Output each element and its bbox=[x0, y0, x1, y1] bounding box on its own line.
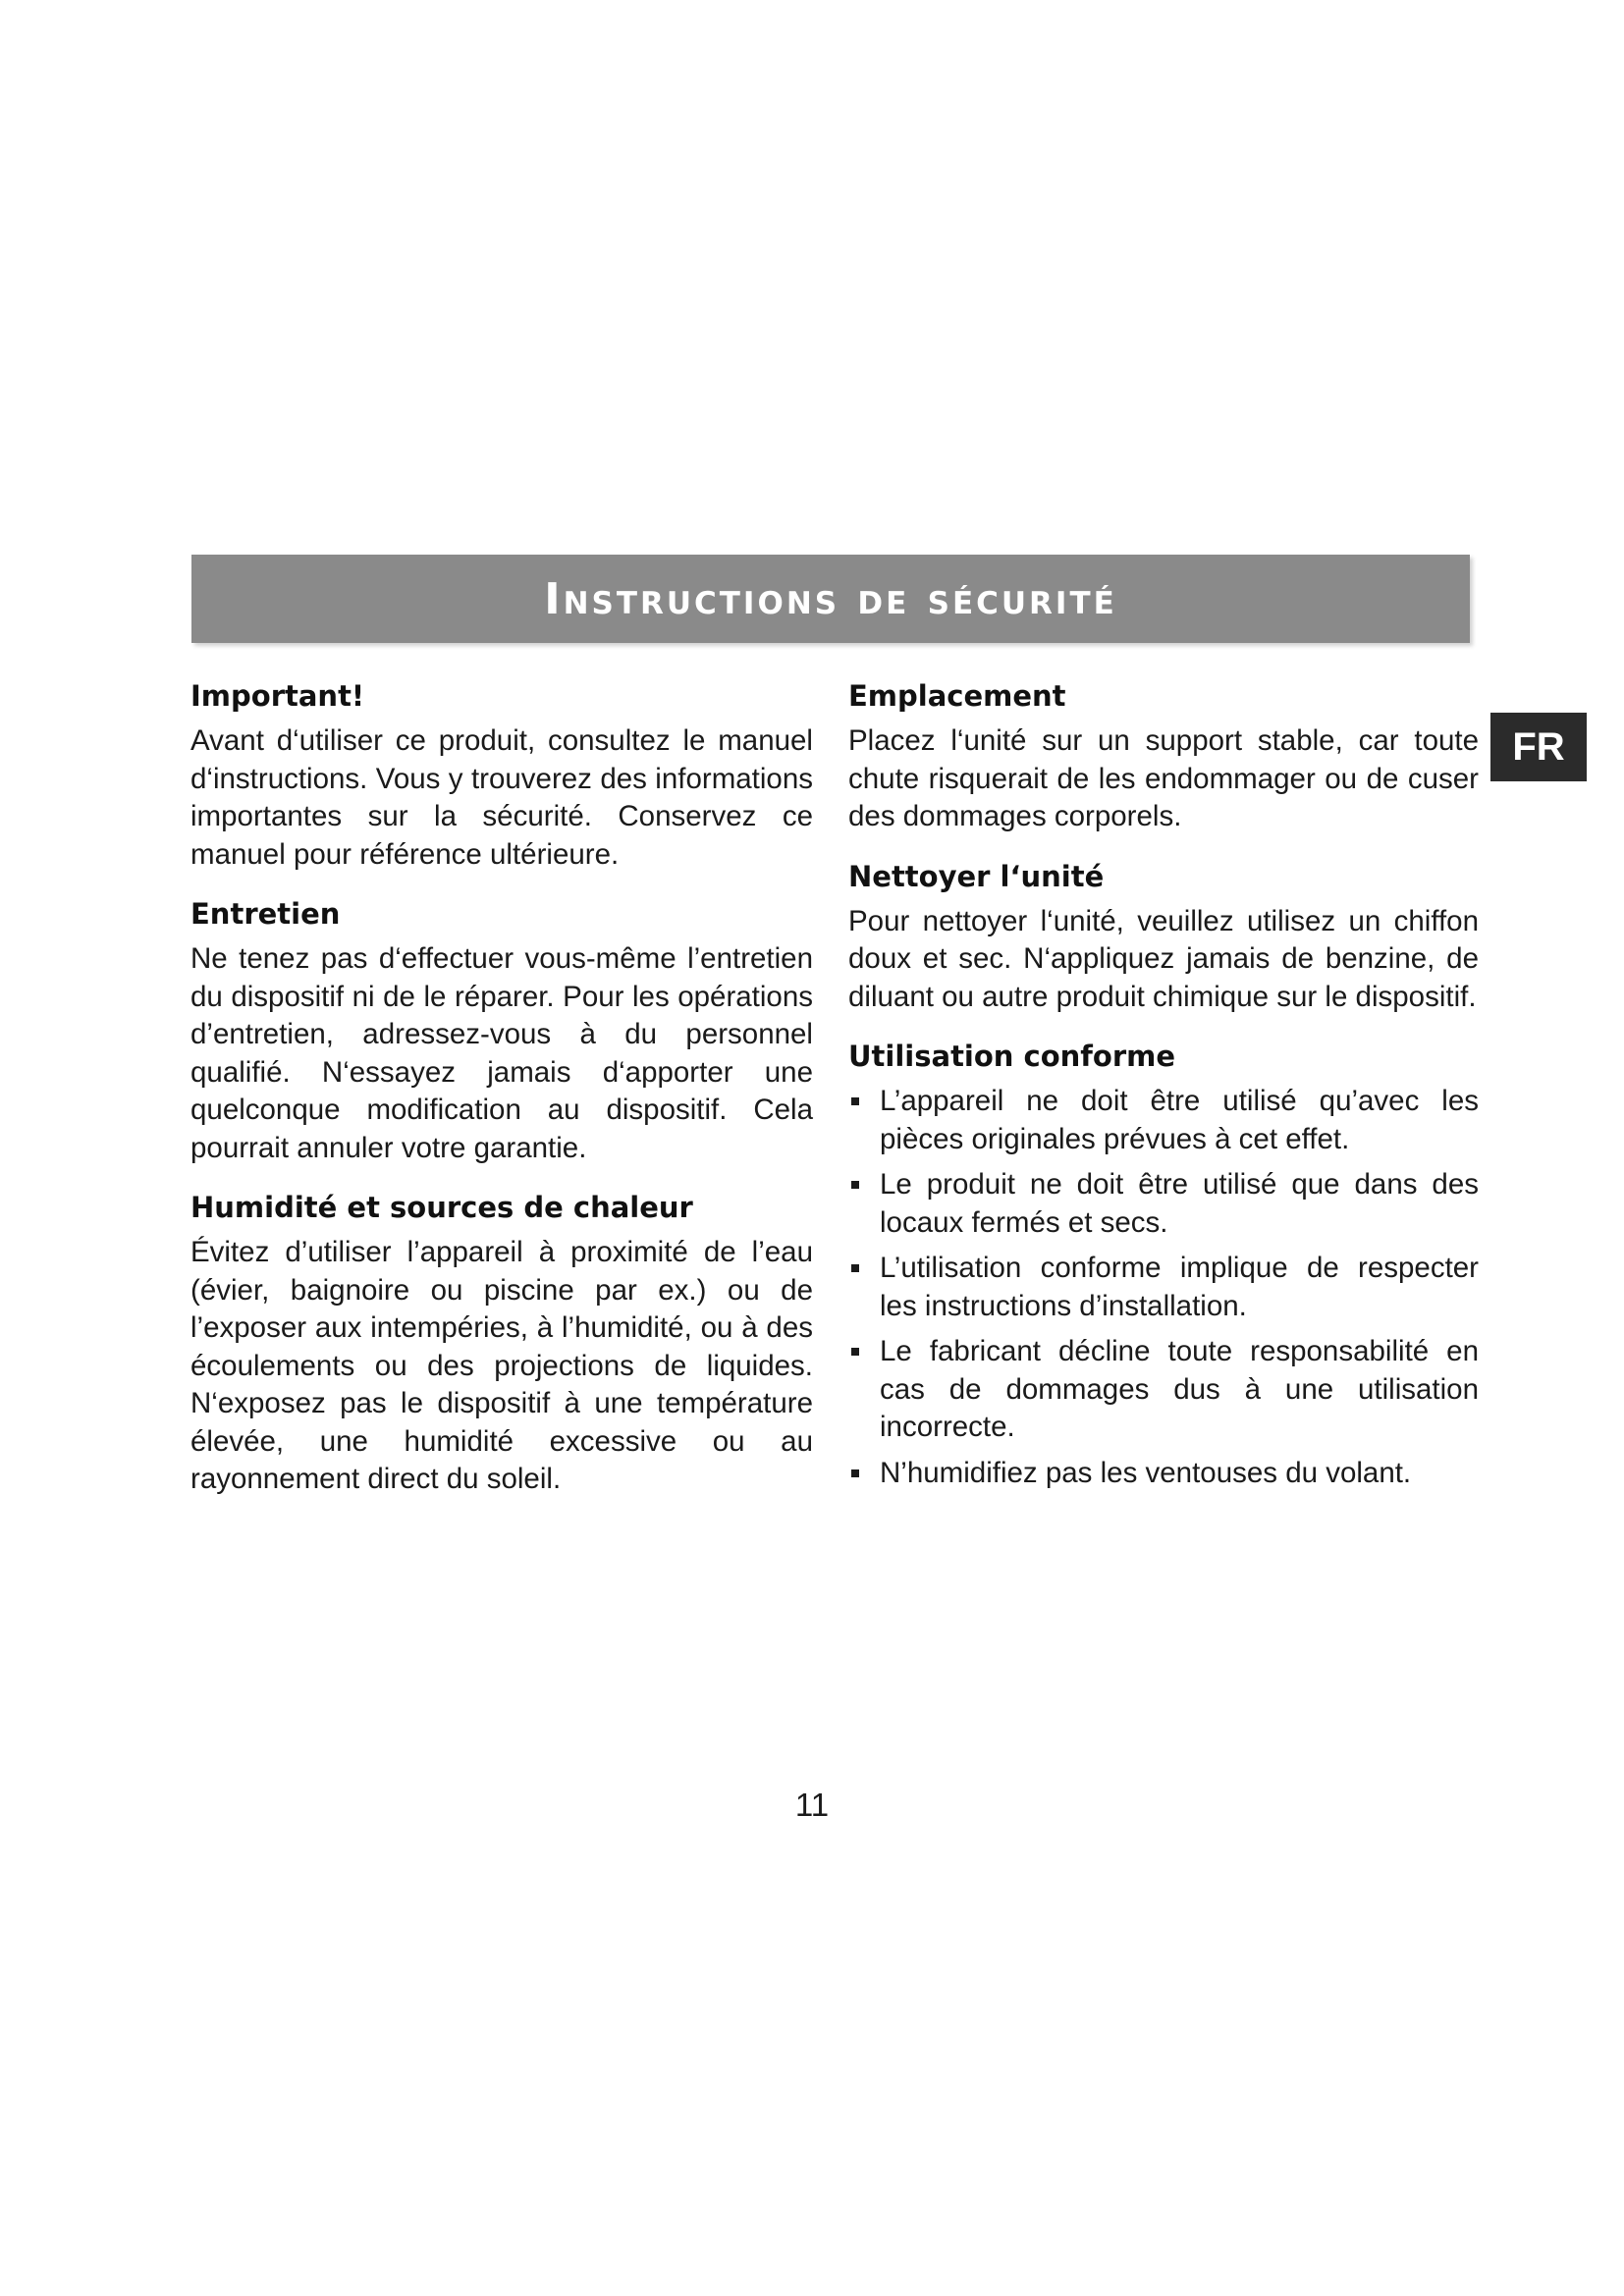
section-entretien bbox=[190, 895, 813, 1167]
section-title-banner bbox=[191, 555, 1470, 643]
section-important bbox=[190, 677, 813, 874]
section-heading: Important! bbox=[190, 679, 365, 713]
bullet-square-icon bbox=[851, 1264, 859, 1272]
bullet-list bbox=[848, 1083, 1479, 1492]
bullet-item bbox=[848, 1166, 1479, 1242]
language-label: FR bbox=[1512, 724, 1565, 769]
section-body: Évitez d’utiliser l’appareil à proximité de l’eau (évier, baignoire ou piscine par ex.) ou de l’exposer aux intempéries, à l’humidité, ou à des écoulements ou des projections de liquides. N‘exposez pas le dispositif à une température élevée, une humidité excessive ou au rayonnement direct du soleil. bbox=[190, 1236, 813, 1495]
bullet-text: Le produit ne doit être utilisé que dans des locaux fermés et secs. bbox=[880, 1168, 1479, 1239]
page-title: Instructions de sécurité bbox=[544, 573, 1117, 624]
section-heading: Nettoyer l‘unité bbox=[848, 859, 1105, 893]
section-heading: Humidité et sources de chaleur bbox=[190, 1191, 693, 1224]
right-column bbox=[848, 677, 1479, 1514]
bullet-text: L’utilisation conforme implique de respecter les instructions d’installation. bbox=[880, 1252, 1479, 1322]
bullet-text: Le fabricant décline toute responsabilité en cas de dommages dus à une utilisation incorrecte. bbox=[880, 1335, 1479, 1443]
page-number: 11 bbox=[794, 1787, 830, 1823]
language-tab bbox=[1490, 713, 1587, 781]
section-humidite bbox=[190, 1189, 813, 1499]
section-nettoyer bbox=[848, 858, 1479, 1017]
bullet-square-icon bbox=[851, 1348, 859, 1356]
section-body: Avant d‘utiliser ce produit, consultez le manuel d‘instructions. Vous y trouverez des informations importantes sur la sécurité. Conservez ce manuel pour référence ultérieure. bbox=[190, 724, 813, 871]
bullet-square-icon bbox=[851, 1097, 859, 1105]
section-body: Pour nettoyer l‘unité, veuillez utilisez un chiffon doux et sec. N‘appliquez jamais de benzine, de diluant ou autre produit chimique sur le dispositif. bbox=[848, 904, 1479, 1013]
bullet-square-icon bbox=[851, 1181, 859, 1189]
section-emplacement bbox=[848, 677, 1479, 836]
bullet-text: N’humidifiez pas les ventouses du volant. bbox=[880, 1456, 1412, 1489]
section-body: Ne tenez pas d‘effectuer vous-même l’entretien du dispositif ni de le réparer. Pour les opérations d’entretien, adressez-vous à du personnel qualifié. N‘essayez jamais d‘apporter une quelconque modification au dispositif. Cela pourrait annuler votre garantie. bbox=[190, 942, 813, 1164]
bullet-item bbox=[848, 1333, 1479, 1447]
bullet-item bbox=[848, 1455, 1479, 1493]
section-heading: Entretien bbox=[190, 897, 341, 931]
section-utilisation-conforme bbox=[848, 1038, 1479, 1492]
bullet-item bbox=[848, 1250, 1479, 1325]
section-heading: Emplacement bbox=[848, 679, 1066, 713]
left-column bbox=[190, 677, 813, 1521]
bullet-square-icon bbox=[851, 1469, 859, 1477]
bullet-item bbox=[848, 1083, 1479, 1158]
section-body: Placez l‘unité sur un support stable, car toute chute risquerait de les endommager ou de cuser des dommages corporels. bbox=[848, 724, 1479, 832]
bullet-text: L’appareil ne doit être utilisé qu’avec les pièces originales prévues à cet effet. bbox=[880, 1085, 1479, 1155]
section-heading: Utilisation conforme bbox=[848, 1040, 1176, 1073]
